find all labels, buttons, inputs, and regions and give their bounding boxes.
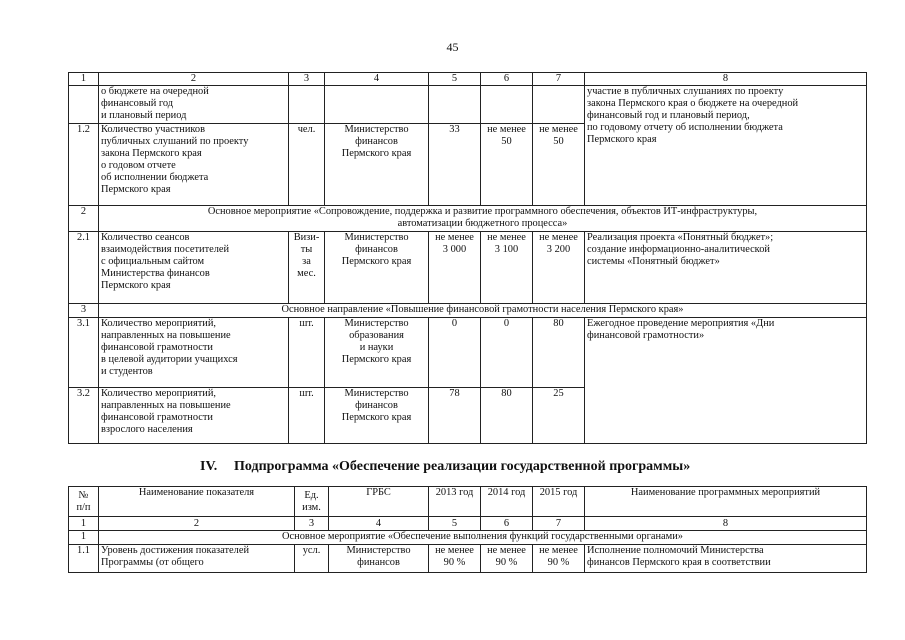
table-row	[69, 232, 867, 304]
table-row	[69, 545, 867, 573]
header-cell: 2013 год	[429, 487, 481, 517]
section-title: Основное мероприятие «Обеспечение выполнения функций государственными органами»	[99, 531, 867, 545]
section-row	[69, 206, 867, 232]
value-2013-cell: не менее 90 %	[429, 545, 481, 573]
row-number: 3.2	[69, 388, 99, 444]
section-row	[69, 531, 867, 545]
header-cell: 8	[585, 517, 867, 531]
grbs-cell: Министерство финансов	[329, 545, 429, 573]
indicator-name-cell: Количество мероприятий, направленных на повышение финансовой грамотности взрослого населения	[99, 388, 289, 444]
header-cell: 2	[99, 517, 295, 531]
indicator-name-cell: Количество участников публичных слушаний по проекту закона Пермского края о годовом отчете об исполнении бюджета Пермского края	[99, 124, 289, 206]
section-title: Основное мероприятие «Сопровождение, поддержка и развитие программного обеспечения, объектов ИТ-инфраструктуры, автоматизации бюджетного процесса»	[99, 206, 867, 232]
header-cell: 4	[329, 517, 429, 531]
header-cell: 2	[99, 73, 289, 86]
header-cell: ГРБС	[329, 487, 429, 517]
value-2014-cell: не менее 90 %	[481, 545, 533, 573]
section-row	[69, 304, 867, 318]
unit-cell: шт.	[289, 388, 325, 444]
header-cell: 6	[481, 73, 533, 86]
grbs-cell: Министерство финансов Пермского края	[325, 388, 429, 444]
subprogram-heading	[200, 459, 690, 475]
unit-cell: усл.	[295, 545, 329, 573]
value-2014-cell: 0	[481, 318, 533, 388]
table-header-row	[69, 487, 867, 517]
row-number: 1.2	[69, 124, 99, 206]
section-number: 2	[69, 206, 99, 232]
header-cell: 4	[325, 73, 429, 86]
row-number: 1.1	[69, 545, 99, 573]
header-cell: Ед. изм.	[295, 487, 329, 517]
grbs-cell: Министерство финансов Пермского края	[325, 124, 429, 206]
header-cell: 3	[295, 517, 329, 531]
unit-cell: чел.	[289, 124, 325, 206]
section-number: 3	[69, 304, 99, 318]
measures-cell: участие в публичных слушаниях по проекту закона Пермского края о бюджете на очередной финансовый год и плановый период, по годовому отчету об исполнении бюджета Пермского края	[585, 86, 867, 206]
value-2013-cell: не менее 3 000	[429, 232, 481, 304]
value-2013-cell: 0	[429, 318, 481, 388]
value-2015-cell: 25	[533, 388, 585, 444]
measures-cell: Ежегодное проведение мероприятия «Дни финансовой грамотности»	[585, 318, 867, 444]
grbs-cell: Министерство финансов Пермского края	[325, 232, 429, 304]
grbs-cell: Министерство образования и науки Пермского края	[325, 318, 429, 388]
value-2015-cell: 80	[533, 318, 585, 388]
column-number-row	[69, 517, 867, 531]
indicators-table-1	[68, 72, 867, 444]
row-number: 3.1	[69, 318, 99, 388]
page-number: 45	[446, 40, 459, 54]
indicators-table-2	[68, 486, 867, 573]
section-title: Подпрограмма «Обеспечение реализации государственной программы»	[234, 459, 691, 474]
value-2014-cell: 80	[481, 388, 533, 444]
value-2015-cell: не менее 50	[533, 124, 585, 206]
header-cell: 2015 год	[533, 487, 585, 517]
column-number-row	[69, 73, 867, 86]
table-row	[69, 86, 867, 124]
header-cell: Наименование показателя	[99, 487, 295, 517]
value-2014-cell: не менее 3 100	[481, 232, 533, 304]
unit-cell: Визи- ты за мес.	[289, 232, 325, 304]
indicator-name-cell: о бюджете на очередной финансовый год и плановый период	[99, 86, 289, 124]
measures-cell: Реализация проекта «Понятный бюджет»; создание информационно-аналитической системы «Понятный бюджет»	[585, 232, 867, 304]
header-cell: 3	[289, 73, 325, 86]
header-cell: 1	[69, 73, 99, 86]
measures-cell: Исполнение полномочий Министерства финансов Пермского края в соответствии	[585, 545, 867, 573]
value-2014-cell: не менее 50	[481, 124, 533, 206]
indicator-name-cell: Количество мероприятий, направленных на повышение финансовой грамотности в целевой аудитории учащихся и студентов	[99, 318, 289, 388]
header-cell: 5	[429, 73, 481, 86]
header-cell: 2014 год	[481, 487, 533, 517]
header-cell: 6	[481, 517, 533, 531]
value-2015-cell: не менее 90 %	[533, 545, 585, 573]
header-cell: 7	[533, 73, 585, 86]
indicator-name-cell: Количество сеансов взаимодействия посетителей с официальным сайтом Министерства финансов Пермского края	[99, 232, 289, 304]
section-roman-number: IV.	[200, 459, 218, 474]
value-2013-cell: 78	[429, 388, 481, 444]
header-cell: № п/п	[69, 487, 99, 517]
section-title: Основное направление «Повышение финансовой грамотности населения Пермского края»	[99, 304, 867, 318]
value-2013-cell: 33	[429, 124, 481, 206]
table-row	[69, 318, 867, 388]
unit-cell: шт.	[289, 318, 325, 388]
section-number: 1	[69, 531, 99, 545]
header-cell: 5	[429, 517, 481, 531]
header-cell: Наименование программных мероприятий	[585, 487, 867, 517]
header-cell: 7	[533, 517, 585, 531]
value-2015-cell: не менее 3 200	[533, 232, 585, 304]
header-cell: 8	[585, 73, 867, 86]
indicator-name-cell: Уровень достижения показателей Программы (от общего	[99, 545, 295, 573]
row-number: 2.1	[69, 232, 99, 304]
header-cell: 1	[69, 517, 99, 531]
